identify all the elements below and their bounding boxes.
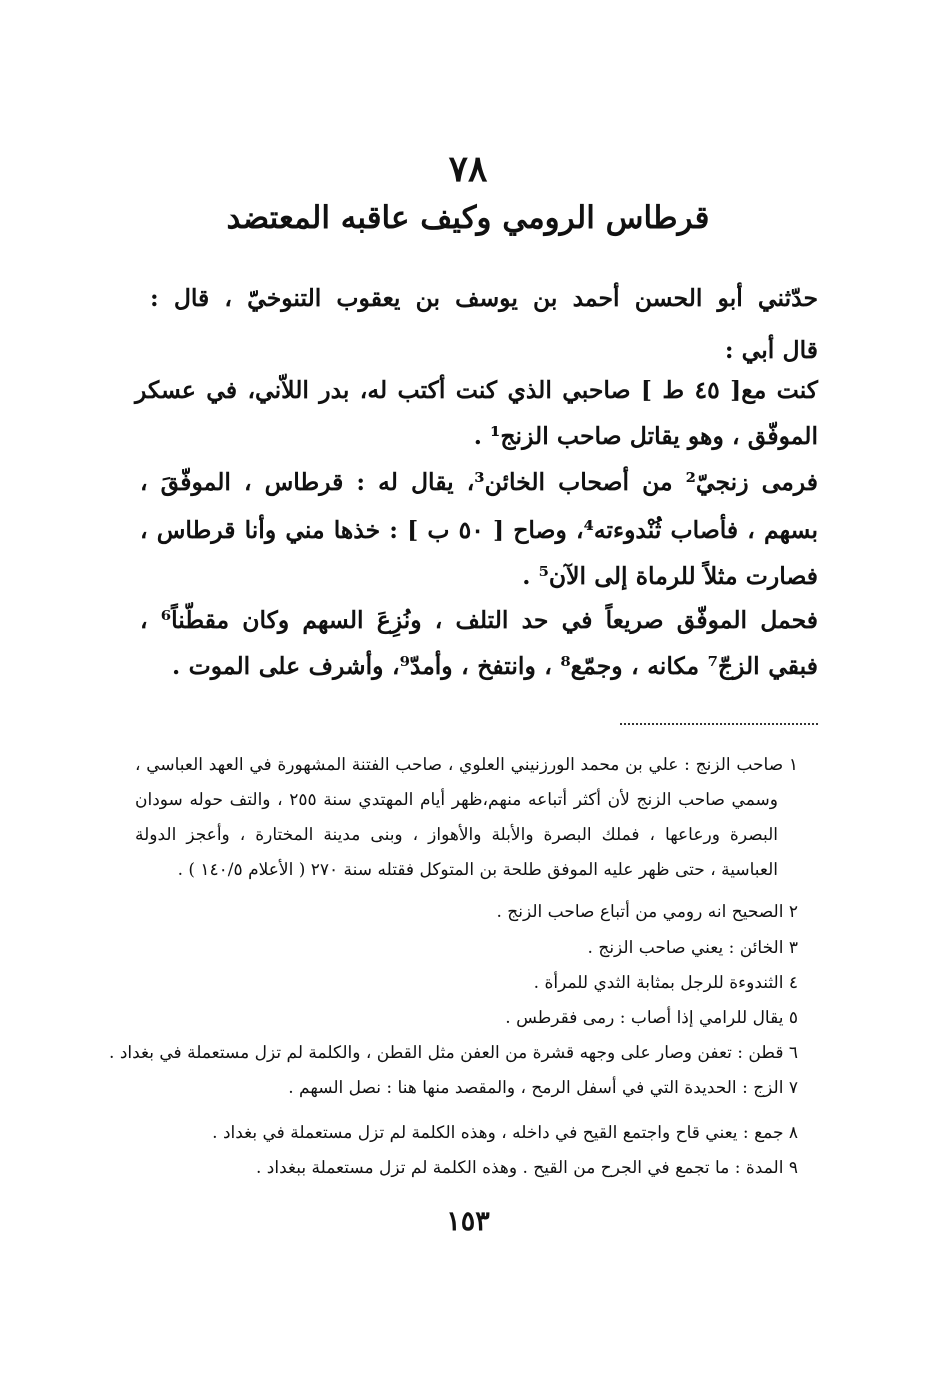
body-line-5: فرمى زنجيّ² من أصحاب الخائن³، يقال له : قرطاس ، الموفّقَ ، [140, 468, 819, 496]
footnote-line-9: ٦ قطن : تعفن وصار على وجهه قشرة من العفن مثل القطن ، والكلمة لم تزل مستعملة في بغداد . [109, 1043, 798, 1063]
footnote-line-6: ٣ الخائن : يعني صاحب الزنج . [587, 938, 798, 958]
footnote-line-10: ٧ الزج : الحديدة التي في أسفل الرمح ، والمقصد منها هنا : نصل السهم . [288, 1078, 798, 1098]
footnote-line-7: ٤ الثندوءة للرجل بمثابة الثدي للمرأة . [533, 973, 798, 993]
story-title: قرطاس الرومي وكيف عاقبه المعتضد [226, 200, 710, 236]
body-line-9: فبقي الزجّ⁷ مكانه ، وجمّع⁸ ، وانتفخ ، وأمدّ⁹، وأشرف على الموت . [172, 652, 818, 680]
footnote-line-5: ٢ الصحيح انه رومي من أتباع صاحب الزنج . [496, 902, 798, 922]
footnote-line-12: ٩ المدة : ما تجمع في الجرح من القيح . وهذه الكلمة لم تزل مستعملة ببغداد . [255, 1158, 798, 1178]
footnote-line-1: ١ صاحب الزنج : علي بن محمد الورزنيني العلوي ، صاحب الفتنة المشهورة في العهد العباسي ، [135, 755, 798, 775]
body-line-1: حدّثني أبو الحسن أحمد بن يوسف بن يعقوب التنوخيّ ، قال : [150, 284, 818, 312]
body-line-8: فحمل الموفّق صريعاً في حد التلف ، ونُزِعَ السهم وكان مقطّناً⁶ ، [140, 606, 818, 634]
body-line-3: كنت مع[ ٤٥ ط ] صاحبي الذي كنت أكتب له، بدر اللاّني، في عسكر [135, 376, 818, 404]
footnote-line-8: ٥ يقال للرامي إذا أصاب : رمى فقرطس . [505, 1008, 798, 1028]
footnote-line-11: ٨ جمع : يعني قاح واجتمع القيح في داخله ، وهذه الكلمة لم تزل مستعملة في بغداد . [212, 1123, 798, 1143]
body-line-7: فصارت مثلاً للرماة إلى الآن⁵ . [522, 562, 818, 590]
body-line-4: الموفّق ، وهو يقاتل صاحب الزنج¹ . [473, 422, 818, 450]
body-line-2: قال أبي : [724, 336, 818, 364]
body-line-6: بسهم ، فأصاب ثُنْدوءته⁴، وصاح [ ٥٠ ب ] : خذها مني وأنا قرطاس ، [140, 516, 818, 544]
footnote-line-4: العباسية ، حتى ظهر عليه الموفق طلحة بن المتوكل فقتله سنة ٢٧٠ ( الأعلام ١٤٠/٥ ) . [177, 860, 778, 880]
page-number: ١٥٣ [446, 1206, 490, 1237]
footnote-line-2: وسمي صاحب الزنج لأن أكثر أتباعه منهم،ظهر أيام المهتدي سنة ٢٥٥ ، والتف حوله سودان [135, 790, 778, 810]
footnote-divider [620, 723, 818, 725]
footnote-line-3: البصرة ورعاعها ، فملك البصرة والأبلة والأهواز ، وبنى مدينة المختارة ، وأعجز الدولة [135, 825, 778, 845]
story-number: ٧٨ [448, 148, 488, 190]
